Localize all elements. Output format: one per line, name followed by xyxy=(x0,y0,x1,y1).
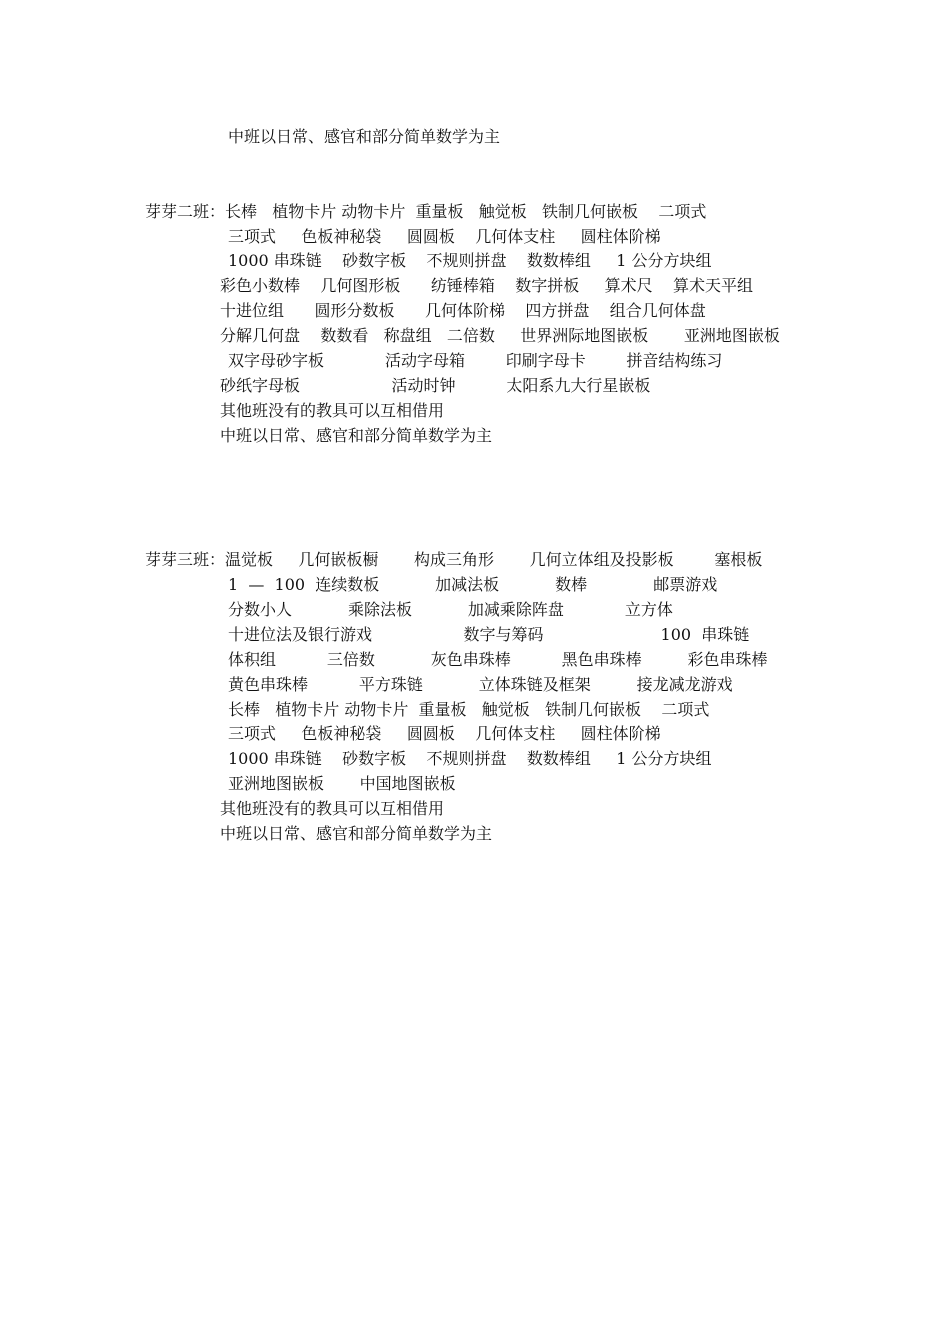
class3-line-3: 分数小人 乘除法板 加减乘除阵盘 立方体 xyxy=(228,600,673,619)
class3-line-10: 亚洲地图嵌板 中国地图嵌板 xyxy=(228,774,456,793)
class3-line-2: 1 — 100 连续数板 加减法板 数棒 邮票游戏 xyxy=(228,575,718,594)
class3-line-4: 十进位法及银行游戏 数字与筹码 100 串珠链 xyxy=(228,625,750,644)
class3-line-1: 芽芽三班：温觉板 几何嵌板橱 构成三角形 几何立体组及投影板 塞根板 xyxy=(145,550,763,569)
class2-line-5: 十进位组 圆形分数板 几何体阶梯 四方拼盘 组合几何体盘 xyxy=(220,301,706,320)
class2-line-6: 分解几何盘 数数看 称盘组 二倍数 世界洲际地图嵌板 亚洲地图嵌板 xyxy=(220,326,780,345)
class2-line-4: 彩色小数棒 几何图形板 纺锤棒箱 数字拼板 算术尺 算术天平组 xyxy=(220,276,753,295)
class2-line-3: 1000 串珠链 砂数字板 不规则拼盘 数数棒组 1 公分方块组 xyxy=(228,251,712,270)
class3-line-6: 黄色串珠棒 平方珠链 立体珠链及框架 接龙减龙游戏 xyxy=(228,675,733,694)
class2-line-8: 砂纸字母板 活动时钟 太阳系九大行星嵌板 xyxy=(220,376,651,395)
class2-line-10: 中班以日常、感官和部分简单数学为主 xyxy=(220,426,493,445)
class3-line-12: 中班以日常、感官和部分简单数学为主 xyxy=(220,824,493,843)
class2-line-9: 其他班没有的教具可以互相借用 xyxy=(220,401,445,420)
class3-line-7: 长棒 植物卡片 动物卡片 重量板 触觉板 铁制几何嵌板 二项式 xyxy=(228,700,710,719)
class2-line-7: 双字母砂字板 活动字母箱 印刷字母卡 拼音结构练习 xyxy=(228,351,723,370)
class3-line-9: 1000 串珠链 砂数字板 不规则拼盘 数数棒组 1 公分方块组 xyxy=(228,749,712,768)
class3-line-5: 体积组 三倍数 灰色串珠棒 黑色串珠棒 彩色串珠棒 xyxy=(228,650,768,669)
class3-line-8: 三项式 色板神秘袋 圆圆板 几何体支柱 圆柱体阶梯 xyxy=(228,724,661,743)
class2-line-1: 芽芽二班：长棒 植物卡片 动物卡片 重量板 触觉板 铁制几何嵌板 二项式 xyxy=(145,202,707,221)
top-summary: 中班以日常、感官和部分简单数学为主 xyxy=(228,127,501,146)
class3-line-11: 其他班没有的教具可以互相借用 xyxy=(220,799,445,818)
class2-line-2: 三项式 色板神秘袋 圆圆板 几何体支柱 圆柱体阶梯 xyxy=(228,227,661,246)
